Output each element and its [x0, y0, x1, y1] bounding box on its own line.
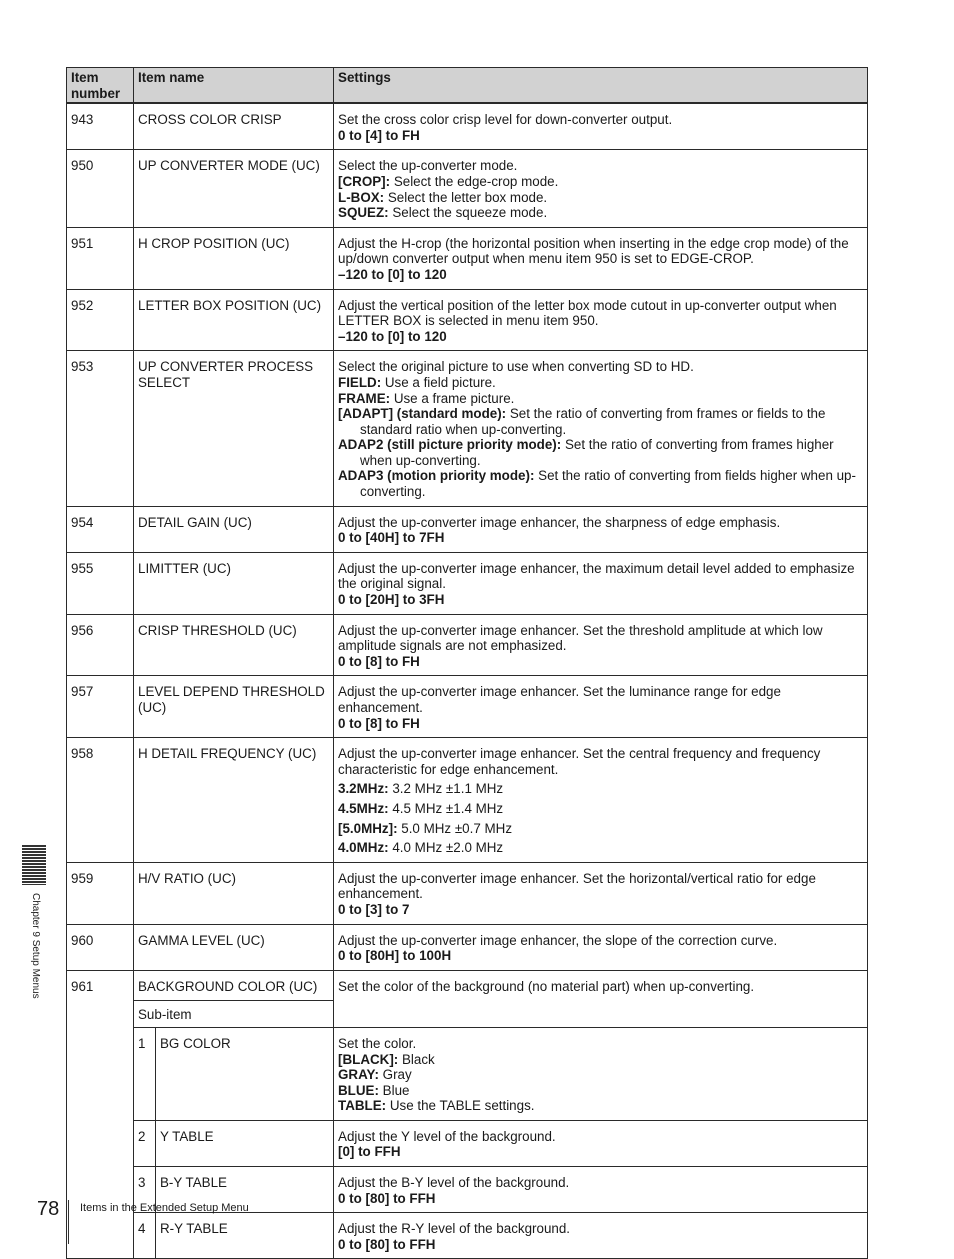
sub-item-name: R-Y TABLE — [156, 1213, 334, 1259]
table-row — [67, 150, 868, 227]
sub-item-row — [67, 1027, 868, 1120]
item-name: UP CONVERTER PROCESS SELECT — [134, 351, 334, 506]
item-number: 955 — [67, 552, 134, 614]
item-name: DETAIL GAIN (UC) — [134, 506, 334, 552]
settings-cell — [334, 289, 868, 351]
setting-description: Adjust the H-crop (the horizontal position when inserting in the edge crop mode) of the up/down converter output when menu item 950 is set to EDGE-CROP. — [338, 235, 849, 267]
settings-cell — [334, 862, 868, 924]
setting-range: 0 to [4] to FH — [338, 127, 420, 143]
setting-description: Adjust the R-Y level of the background. — [338, 1221, 571, 1237]
setting-description: Set the cross color crisp level for down-converter output. — [338, 112, 673, 128]
item-number: 953 — [67, 351, 134, 506]
table-row — [67, 614, 868, 676]
setting-range: [0] to FFH — [338, 1144, 401, 1160]
setting-range: 0 to [80] to FFH — [338, 1236, 436, 1252]
settings-table — [66, 67, 868, 1259]
item-name: H DETAIL FREQUENCY (UC) — [134, 738, 334, 863]
setting-description: Adjust the up-converter image enhancer. Set the horizontal/vertical ratio for edge enhancement. — [338, 870, 816, 902]
setting-description: Adjust the up-converter image enhancer, the slope of the correction curve. — [338, 932, 778, 948]
setting-range: 0 to [8] to FH — [338, 715, 420, 731]
settings-cell — [334, 1027, 868, 1120]
setting-option: 3.2MHz: 3.2 MHz ±1.1 MHz — [338, 781, 504, 797]
item-name: CROSS COLOR CRISP — [134, 103, 334, 150]
item-name: H/V RATIO (UC) — [134, 862, 334, 924]
sub-item-number: 1 — [134, 1027, 156, 1120]
setting-description: Adjust the up-converter image enhancer. Set the threshold amplitude at which low amplitude signals are not emphasized. — [338, 622, 823, 654]
setting-range: 0 to [80] to FFH — [338, 1190, 436, 1206]
chapter-tab-marker — [22, 845, 46, 885]
setting-option: L-BOX: Select the letter box mode. — [338, 189, 548, 205]
sub-item-row — [67, 1120, 868, 1166]
item-number: 958 — [67, 738, 134, 863]
header-item-number: Item number — [67, 68, 134, 104]
setting-description: Set the color of the background (no material part) when up-converting. — [338, 978, 755, 994]
item-number: 957 — [67, 676, 134, 738]
table-row — [67, 676, 868, 738]
table-row — [67, 506, 868, 552]
item-name: LETTER BOX POSITION (UC) — [134, 289, 334, 351]
setting-description: Set the color. — [338, 1035, 417, 1051]
footer-section-title: Items in the Extended Setup Menu — [80, 1202, 249, 1214]
setting-range: 0 to [8] to FH — [338, 653, 420, 669]
setting-option: 4.0MHz: 4.0 MHz ±2.0 MHz — [338, 840, 504, 856]
setting-description: Adjust the up-converter image enhancer, the sharpness of edge emphasis. — [338, 514, 781, 530]
settings-cell — [334, 103, 868, 150]
item-name: GAMMA LEVEL (UC) — [134, 924, 334, 970]
item-number: 961 — [67, 970, 134, 1259]
setting-range: 0 to [3] to 7 — [338, 901, 410, 917]
settings-cell — [334, 227, 868, 289]
sub-item-name: Y TABLE — [156, 1120, 334, 1166]
setting-description: Select the original picture to use when converting SD to HD. — [338, 359, 694, 375]
sub-item-label: Sub-item — [134, 1001, 334, 1028]
setting-option: [5.0MHz]: 5.0 MHz ±0.7 MHz — [338, 820, 513, 836]
setting-description: Adjust the up-converter image enhancer. Set the luminance range for edge enhancement. — [338, 684, 781, 715]
table-row — [67, 552, 868, 614]
item-number: 956 — [67, 614, 134, 676]
setting-range: –120 to [0] to 120 — [338, 266, 447, 282]
settings-cell — [334, 614, 868, 676]
setting-option: ADAP3 (motion priority mode): Set the ratio of converting from fields higher when up-converting. — [338, 468, 856, 500]
settings-cell — [334, 1120, 868, 1166]
setting-range: 0 to [40H] to 7FH — [338, 530, 445, 546]
item-number: 959 — [67, 862, 134, 924]
setting-description: Select the up-converter mode. — [338, 158, 518, 174]
sub-item-row — [67, 1213, 868, 1259]
sub-item-name: BG COLOR — [156, 1027, 334, 1120]
table-row — [67, 103, 868, 150]
item-name: LEVEL DEPEND THRESHOLD (UC) — [134, 676, 334, 738]
item-name: LIMITTER (UC) — [134, 552, 334, 614]
sub-item-number: 2 — [134, 1120, 156, 1166]
item-number: 943 — [67, 103, 134, 150]
settings-cell — [334, 970, 868, 1027]
chapter-label: Chapter 9 Setup Menus — [30, 893, 41, 999]
table-row — [67, 227, 868, 289]
setting-option: SQUEZ: Select the squeeze mode. — [338, 205, 548, 221]
settings-cell — [334, 150, 868, 227]
sub-item-name: B-Y TABLE — [156, 1167, 334, 1213]
setting-description: Adjust the Y level of the background. — [338, 1128, 556, 1144]
header-item-name: Item name — [134, 68, 334, 104]
settings-cell — [334, 506, 868, 552]
table-row — [67, 351, 868, 506]
table-row — [67, 924, 868, 970]
item-name: UP CONVERTER MODE (UC) — [134, 150, 334, 227]
setting-range: –120 to [0] to 120 — [338, 328, 447, 344]
footer-divider — [68, 1200, 69, 1244]
setting-option: FIELD: Use a field picture. — [338, 374, 496, 390]
setting-option: [BLACK]: Black — [338, 1051, 435, 1067]
setting-description: Adjust the vertical position of the letter box mode cutout in up-converter output when LETTER BOX is selected in menu item 950. — [338, 297, 837, 329]
setting-description: Adjust the B-Y level of the background. — [338, 1175, 570, 1191]
setting-description: Adjust the up-converter image enhancer. Set the central frequency and frequency characteristic for edge enhancement. — [338, 746, 821, 777]
settings-cell — [334, 1213, 868, 1259]
page-number: 78 — [37, 1198, 60, 1220]
settings-cell — [334, 552, 868, 614]
settings-cell — [334, 351, 868, 506]
table-row — [67, 289, 868, 351]
item-number: 954 — [67, 506, 134, 552]
sub-item-number: 4 — [134, 1213, 156, 1259]
setting-range: 0 to [80H] to 100H — [338, 948, 452, 964]
setting-option: BLUE: Blue — [338, 1082, 410, 1098]
item-number: 951 — [67, 227, 134, 289]
table-row — [67, 970, 868, 1001]
table-header-row — [67, 68, 868, 104]
table-row — [67, 738, 868, 863]
settings-cell — [334, 1167, 868, 1213]
setting-option: [CROP]: Select the edge-crop mode. — [338, 173, 559, 189]
setting-range: 0 to [20H] to 3FH — [338, 592, 445, 608]
setting-description: Adjust the up-converter image enhancer, the maximum detail level added to emphasize the original signal. — [338, 560, 855, 592]
item-number: 952 — [67, 289, 134, 351]
setting-option: [ADAPT] (standard mode): Set the ratio of converting from frames or fields to the standard ratio when up-converting. — [338, 406, 826, 437]
sub-item-number: 3 — [134, 1167, 156, 1213]
setting-option: FRAME: Use a frame picture. — [338, 390, 515, 406]
item-number: 960 — [67, 924, 134, 970]
header-settings: Settings — [334, 68, 868, 104]
setting-option: GRAY: Gray — [338, 1067, 412, 1083]
item-name: BACKGROUND COLOR (UC) — [134, 970, 334, 1001]
settings-cell — [334, 924, 868, 970]
item-name: CRISP THRESHOLD (UC) — [134, 614, 334, 676]
table-row — [67, 862, 868, 924]
setting-option: ADAP2 (still picture priority mode): Set the ratio of converting from frames higher when up-converting. — [338, 437, 834, 468]
setting-option: TABLE: Use the TABLE settings. — [338, 1098, 535, 1114]
item-number: 950 — [67, 150, 134, 227]
settings-cell — [334, 738, 868, 863]
item-name: H CROP POSITION (UC) — [134, 227, 334, 289]
setting-option: 4.5MHz: 4.5 MHz ±1.4 MHz — [338, 800, 504, 816]
settings-cell — [334, 676, 868, 738]
